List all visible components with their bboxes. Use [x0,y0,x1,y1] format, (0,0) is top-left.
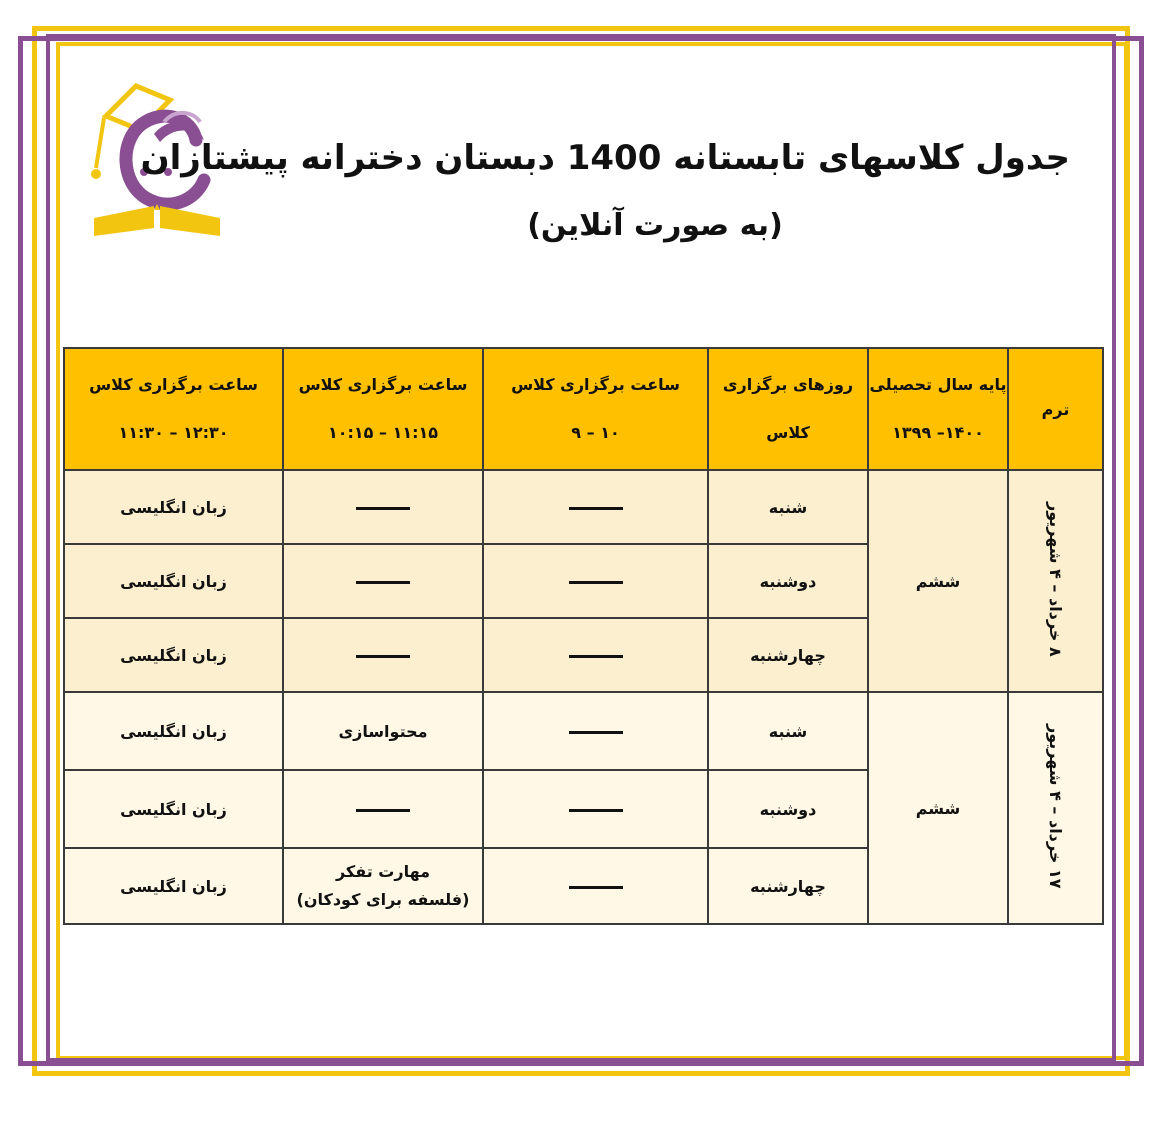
empty-dash [569,731,623,734]
grade-cell: ششم [868,692,1008,924]
term-cell: ۱۷ خرداد – ۴ شهریور [1008,692,1103,924]
slot3-cell: زبان انگلیسی [64,848,283,924]
slot1-cell [483,470,708,544]
slot1-cell [483,618,708,692]
empty-dash [356,581,410,584]
grade-cell: ششم [868,470,1008,692]
empty-dash [569,507,623,510]
page-title: جدول کلاسهای تابستانه 1400 دبستان دخترانه پیشتازان [140,138,1070,178]
slot2-cell: مهارت تفکر (فلسفه برای کودکان) [283,848,483,924]
empty-dash [569,886,623,889]
slot3-cell: زبان انگلیسی [64,544,283,618]
day-cell: شنبه [708,470,868,544]
slot1-cell [483,770,708,848]
day-cell: دوشنبه [708,544,868,618]
day-cell: دوشنبه [708,770,868,848]
term-cell: ۸ خرداد – ۴ شهریور [1008,470,1103,692]
header-slot2: ساعت برگزاری کلاس ۱۱:۱۵ – ۱۰:۱۵ [283,348,483,470]
page-subtitle: (به صورت آنلاین) [527,208,783,243]
slot2-cell [283,470,483,544]
schedule-table [63,347,1104,925]
header-slot3: ساعت برگزاری کلاس ۱۲:۳۰ – ۱۱:۳۰ [64,348,283,470]
slot1-cell [483,544,708,618]
slot3-cell: زبان انگلیسی [64,470,283,544]
slot3-cell: زبان انگلیسی [64,692,283,770]
header-grade: پایه سال تحصیلی ۱۴۰۰– ۱۳۹۹ [868,348,1008,470]
day-cell: شنبه [708,692,868,770]
header-days: روزهای برگزاری کلاس [708,348,868,470]
header-term: ترم [1008,348,1103,470]
slot3-cell: زبان انگلیسی [64,770,283,848]
day-cell: چهارشنبه [708,848,868,924]
day-cell: چهارشنبه [708,618,868,692]
table-row [64,692,1103,770]
empty-dash [356,507,410,510]
slot2-cell [283,770,483,848]
slot2-cell [283,618,483,692]
slot2-cell [283,544,483,618]
table-row [64,470,1103,544]
empty-dash [356,809,410,812]
slot1-cell [483,692,708,770]
header-row [64,348,1103,470]
slot2-cell: محتواسازی [283,692,483,770]
empty-dash [569,809,623,812]
header-slot1: ساعت برگزاری کلاس ۱۰ – ۹ [483,348,708,470]
empty-dash [569,655,623,658]
slot1-cell [483,848,708,924]
empty-dash [356,655,410,658]
slot3-cell: زبان انگلیسی [64,618,283,692]
empty-dash [569,581,623,584]
